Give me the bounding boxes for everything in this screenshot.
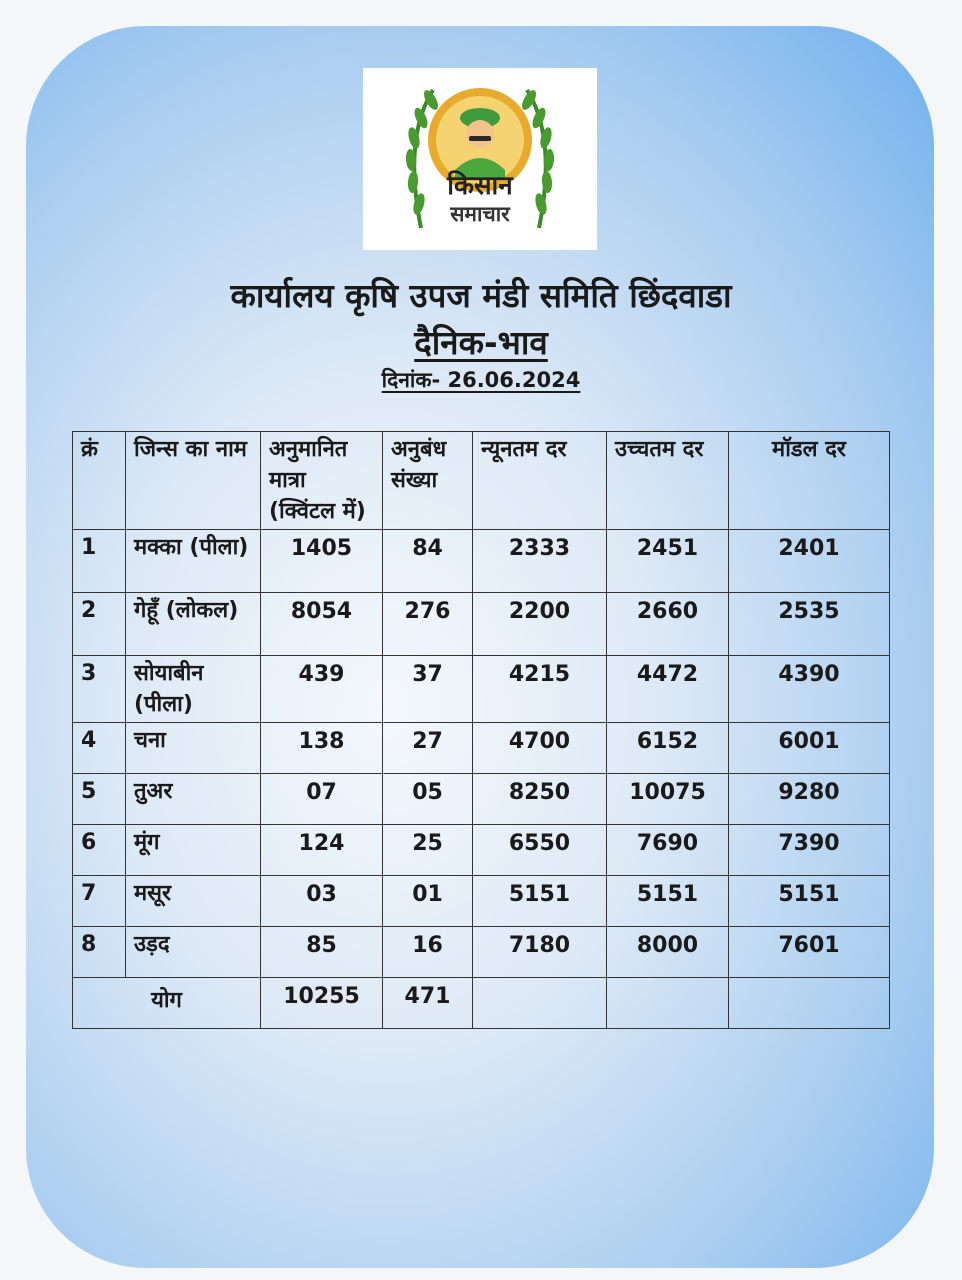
cell-modal-rate: 2401 <box>729 530 890 593</box>
daily-rate-heading: दैनिक-भाव <box>414 323 548 362</box>
cell-commodity: मूंग <box>126 825 261 876</box>
cell-modal-rate: 2535 <box>729 593 890 656</box>
kisan-samachar-logo <box>363 68 597 250</box>
cell-min-rate: 4215 <box>473 656 607 723</box>
cell-serial: 1 <box>73 530 126 593</box>
logo-title: किसान <box>447 171 513 201</box>
rates-table <box>72 431 890 1029</box>
cell-qty: 439 <box>261 656 383 723</box>
cell-qty: 138 <box>261 723 383 774</box>
cell-commodity: गेहूँ (लोकल) <box>126 593 261 656</box>
cell-commodity: मसूर <box>126 876 261 927</box>
cell-commodity: चना <box>126 723 261 774</box>
cell-min-rate: 2200 <box>473 593 607 656</box>
table-row <box>73 530 890 593</box>
cell-commodity: सोयाबीन (पीला) <box>126 656 261 723</box>
cell-max-rate: 2451 <box>607 530 729 593</box>
cell-commodity: उड़द <box>126 927 261 978</box>
header-serial: क्रं <box>73 432 126 530</box>
cell-commodity: तुअर <box>126 774 261 825</box>
cell-modal-rate: 6001 <box>729 723 890 774</box>
table-header-row <box>73 432 890 530</box>
table-row <box>73 723 890 774</box>
cell-qty: 1405 <box>261 530 383 593</box>
cell-contracts: 84 <box>383 530 473 593</box>
cell-empty <box>607 978 729 1029</box>
table-row <box>73 825 890 876</box>
cell-serial: 4 <box>73 723 126 774</box>
header-min-rate: न्यूनतम दर <box>473 432 607 530</box>
cell-serial: 2 <box>73 593 126 656</box>
cell-max-rate: 7690 <box>607 825 729 876</box>
cell-contracts: 05 <box>383 774 473 825</box>
cell-serial: 8 <box>73 927 126 978</box>
cell-qty: 07 <box>261 774 383 825</box>
report-date: दिनांक- 26.06.2024 <box>381 368 581 392</box>
cell-contracts: 276 <box>383 593 473 656</box>
cell-min-rate: 6550 <box>473 825 607 876</box>
cell-min-rate: 7180 <box>473 927 607 978</box>
cell-serial: 3 <box>73 656 126 723</box>
cell-total-qty: 10255 <box>261 978 383 1029</box>
cell-serial: 6 <box>73 825 126 876</box>
cell-modal-rate: 4390 <box>729 656 890 723</box>
cell-modal-rate: 9280 <box>729 774 890 825</box>
cell-min-rate: 5151 <box>473 876 607 927</box>
cell-contracts: 25 <box>383 825 473 876</box>
table-row <box>73 593 890 656</box>
cell-contracts: 37 <box>383 656 473 723</box>
cell-commodity: मक्का (पीला) <box>126 530 261 593</box>
cell-contracts: 16 <box>383 927 473 978</box>
cell-min-rate: 8250 <box>473 774 607 825</box>
header-commodity: जिन्स का नाम <box>126 432 261 530</box>
cell-max-rate: 4472 <box>607 656 729 723</box>
cell-min-rate: 4700 <box>473 723 607 774</box>
cell-empty <box>729 978 890 1029</box>
cell-total-contracts: 471 <box>383 978 473 1029</box>
cell-total-label: योग <box>73 978 261 1029</box>
header-estimated-qty: अनुमानित मात्रा (क्विंटल में) <box>261 432 383 530</box>
table-row <box>73 774 890 825</box>
logo-subtitle: समाचार <box>450 202 510 226</box>
cell-empty <box>473 978 607 1029</box>
cell-max-rate: 8000 <box>607 927 729 978</box>
cell-qty: 8054 <box>261 593 383 656</box>
cell-serial: 5 <box>73 774 126 825</box>
cell-max-rate: 6152 <box>607 723 729 774</box>
office-title: कार्यालय कृषि उपज मंडी समिति छिंदवाडा <box>230 276 732 315</box>
cell-qty: 124 <box>261 825 383 876</box>
cell-serial: 7 <box>73 876 126 927</box>
cell-modal-rate: 7390 <box>729 825 890 876</box>
cell-min-rate: 2333 <box>473 530 607 593</box>
cell-contracts: 27 <box>383 723 473 774</box>
cell-max-rate: 5151 <box>607 876 729 927</box>
cell-qty: 85 <box>261 927 383 978</box>
table-row <box>73 927 890 978</box>
cell-modal-rate: 7601 <box>729 927 890 978</box>
cell-max-rate: 2660 <box>607 593 729 656</box>
table-row <box>73 656 890 723</box>
header-contract-count: अनुबंध संख्या <box>383 432 473 530</box>
cell-contracts: 01 <box>383 876 473 927</box>
cell-qty: 03 <box>261 876 383 927</box>
header-modal-rate: मॉडल दर <box>729 432 890 530</box>
table-row <box>73 876 890 927</box>
cell-max-rate: 10075 <box>607 774 729 825</box>
table-total-row <box>73 978 890 1029</box>
cell-modal-rate: 5151 <box>729 876 890 927</box>
header-max-rate: उच्चतम दर <box>607 432 729 530</box>
